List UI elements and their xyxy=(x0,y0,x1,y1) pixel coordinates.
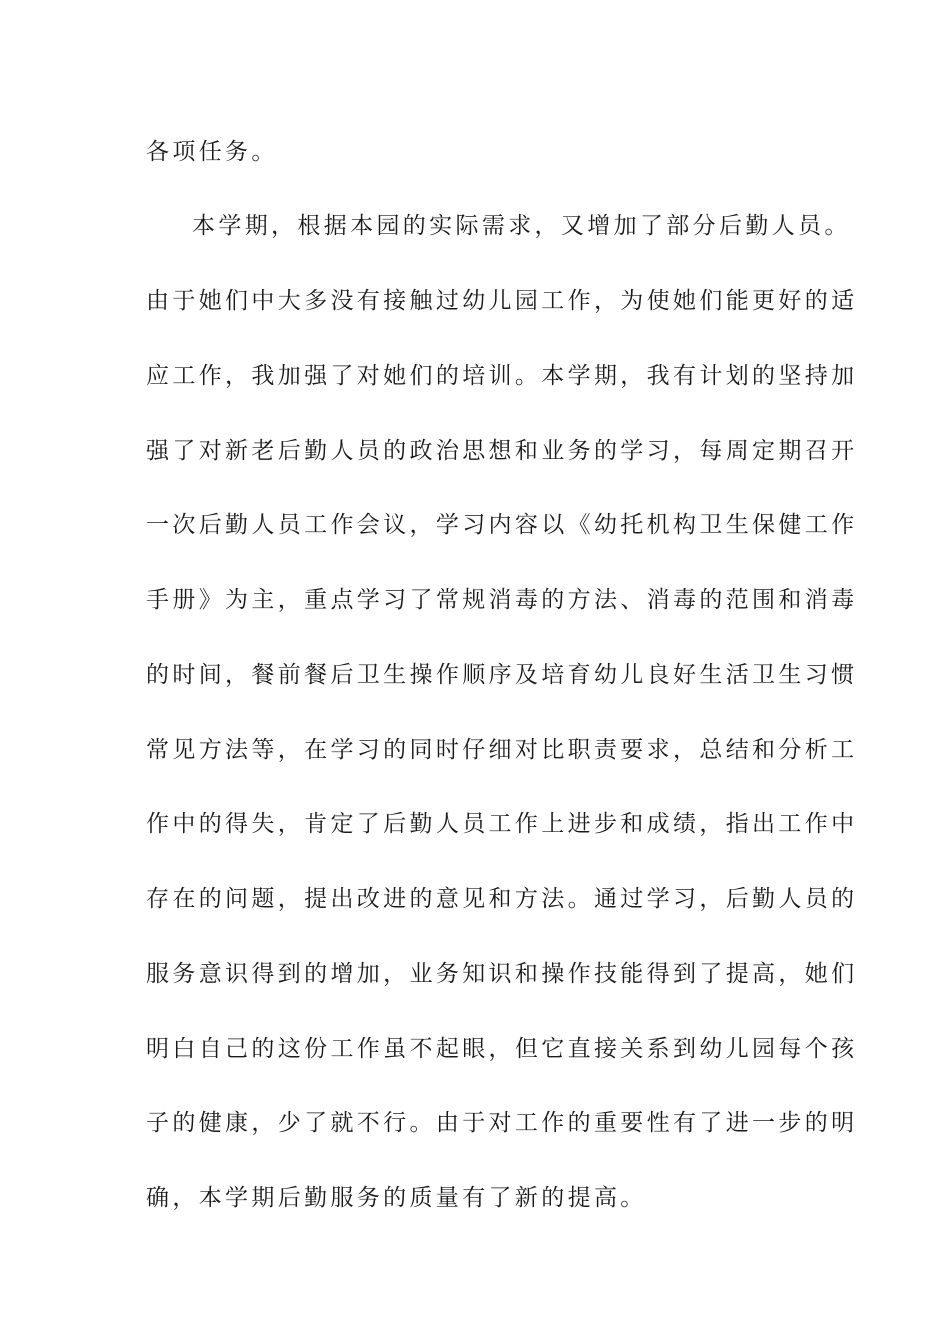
text-line: 确，本学期后勤服务的质量有了新的提高。 xyxy=(146,1185,647,1211)
text-line: 手册》为主，重点学习了常规消毒的方法、消毒的范围和消毒 xyxy=(146,587,858,613)
text-line: 常见方法等，在学习的同时仔细对比职责要求，总结和分析工 xyxy=(146,737,858,763)
text-line: 存在的问题，提出改进的意见和方法。通过学习，后勤人员的 xyxy=(146,886,858,912)
text-line: 一次后勤人员工作会议，学习内容以《幼托机构卫生保健工作 xyxy=(146,512,858,538)
text-line: 服务意识得到的增加，业务知识和操作技能得到了提高，她们 xyxy=(146,961,858,987)
text-line: 作中的得失，肯定了后勤人员工作上进步和成绩，指出工作中 xyxy=(146,811,858,837)
text-line: 由于她们中大多没有接触过幼儿园工作，为使她们能更好的适 xyxy=(146,288,858,314)
text-line: 子的健康，少了就不行。由于对工作的重要性有了进一步的明 xyxy=(146,1110,858,1136)
text-line: 应工作，我加强了对她们的培训。本学期，我有计划的坚持加 xyxy=(146,363,858,389)
text-line: 的时间，餐前餐后卫生操作顺序及培育幼儿良好生活卫生习惯 xyxy=(146,662,858,688)
text-line: 强了对新老后勤人员的政治思想和业务的学习，每周定期召开 xyxy=(146,438,858,464)
text-line: 各项任务。 xyxy=(146,139,278,165)
text-line: 明白自己的这份工作虽不起眼，但它直接关系到幼儿园每个孩 xyxy=(146,1036,858,1062)
paragraph-first-line: 本学期，根据本园的实际需求，又增加了部分后勤人员。 xyxy=(192,213,851,239)
